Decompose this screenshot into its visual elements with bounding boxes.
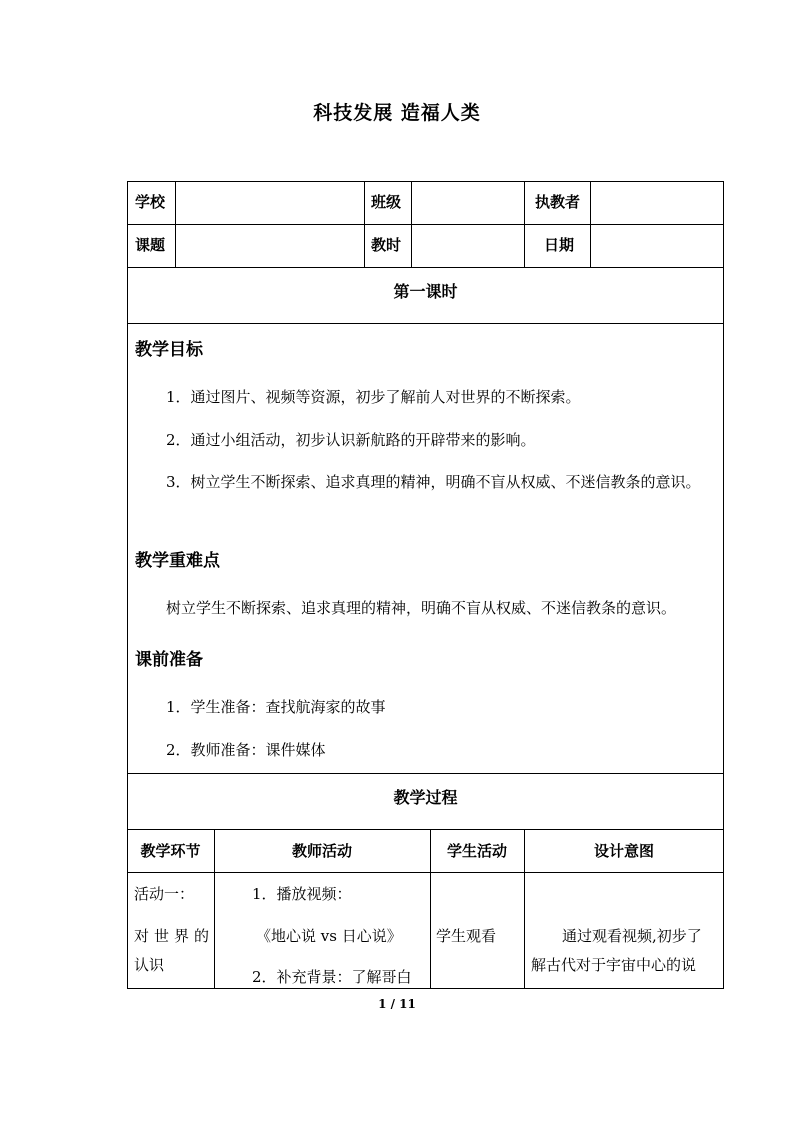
key-points-text: 树立学生不断探索、追求真理的精神，明确不盲从权威、不迷信教条的意识。 [166, 599, 677, 617]
school-field[interactable] [180, 192, 360, 212]
prep-item: 2．教师准备：课件媒体 [166, 741, 326, 759]
row-divider [127, 323, 724, 324]
design-intent-text: 解古代对于宇宙中心的说 [531, 956, 697, 974]
row-divider [127, 267, 724, 268]
col-divider [175, 181, 176, 267]
row-divider [127, 773, 724, 774]
section-title: 第一课时 [393, 282, 458, 301]
col-divider [590, 181, 591, 267]
key-points-heading: 教学重难点 [135, 551, 220, 571]
stage-text: 认识 [134, 956, 165, 974]
design-intent-text: 通过观看视频,初步了 [562, 927, 702, 945]
stage-text: 对世界的 [134, 927, 215, 945]
teacher-activity-text: 1．播放视频： [252, 885, 352, 903]
row-divider [127, 224, 724, 225]
header-teacher-activity: 教师活动 [291, 842, 352, 860]
period-field[interactable] [416, 235, 520, 255]
goal-item: 1．通过图片、视频等资源，初步了解前人对世界的不断探索。 [166, 388, 581, 406]
label-period: 教时 [371, 236, 402, 254]
date-field[interactable] [595, 235, 719, 255]
header-stage: 教学环节 [140, 842, 201, 860]
header-student-activity: 学生活动 [446, 842, 507, 860]
label-teacher: 执教者 [535, 193, 581, 211]
header-design-intent: 设计意图 [593, 842, 654, 860]
preparation-heading: 课前准备 [135, 650, 203, 670]
label-date: 日期 [544, 236, 575, 254]
document-title: 科技发展 造福人类 [313, 102, 481, 124]
goal-item: 2．通过小组活动，初步认识新航路的开辟带来的影响。 [166, 431, 536, 449]
teacher-activity-text: 《地心说 vs 日心说》 [256, 927, 402, 945]
teacher-activity-text: 2．补充背景：了解哥白 [252, 968, 412, 986]
label-topic: 课题 [135, 236, 166, 254]
row-divider [127, 872, 724, 873]
goal-item: 3．树立学生不断探索、追求真理的精神，明确不盲从权威、不迷信教条的意识。 [166, 473, 701, 491]
lesson-plan-table [127, 181, 724, 989]
row-divider [127, 829, 724, 830]
teacher-field[interactable] [595, 192, 719, 212]
col-divider [524, 181, 525, 267]
student-activity-text: 学生观看 [436, 927, 497, 945]
label-school: 学校 [135, 193, 166, 211]
goals-heading: 教学目标 [135, 340, 203, 360]
prep-item: 1．学生准备：查找航海家的故事 [166, 698, 386, 716]
col-divider [364, 181, 365, 267]
topic-field[interactable] [180, 235, 360, 255]
class-field[interactable] [416, 192, 520, 212]
stage-text: 活动一： [134, 885, 195, 903]
label-class: 班级 [371, 193, 402, 211]
process-heading: 教学过程 [393, 788, 458, 807]
page-number: 1 / 11 [378, 997, 416, 1011]
col-divider [411, 181, 412, 267]
